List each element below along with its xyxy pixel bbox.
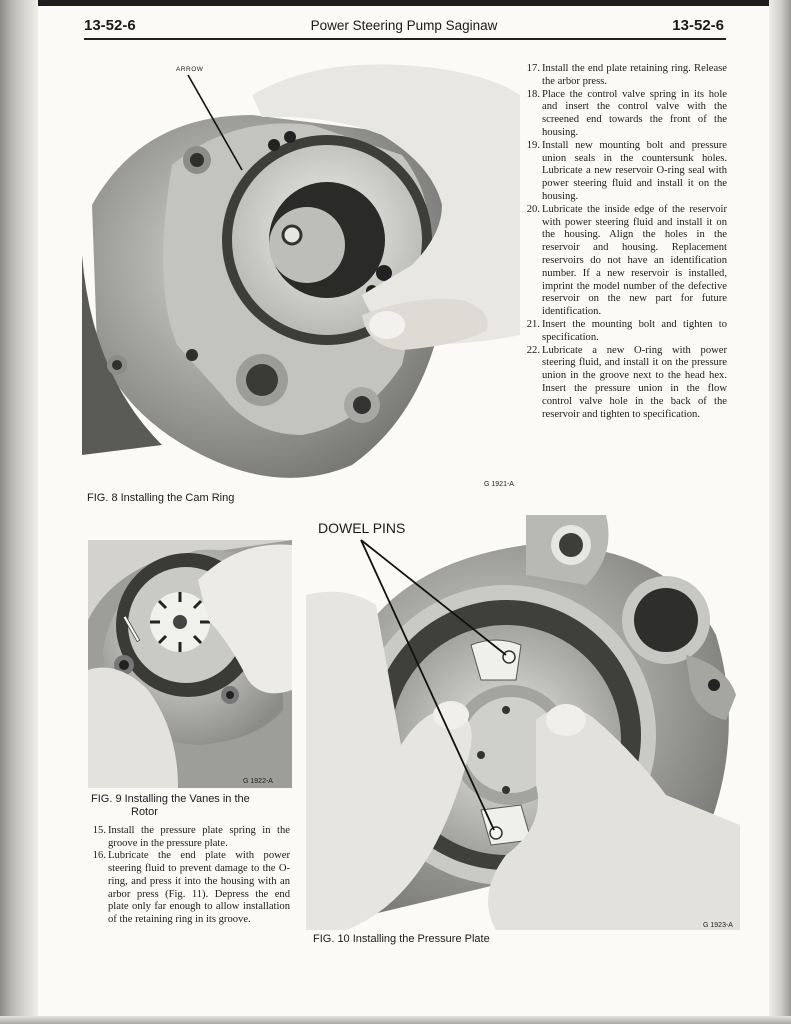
step-text: Install the end plate retaining ring. Release the arbor press. bbox=[542, 63, 727, 87]
step-item bbox=[524, 345, 727, 422]
page-number-left: 13-52-6 bbox=[84, 17, 136, 34]
left-column-steps bbox=[90, 825, 290, 927]
vanes-rotor-illustration bbox=[88, 540, 292, 788]
step-text: Install the pressure plate spring in the groove in the pressure plate. bbox=[108, 825, 290, 849]
fig9-code: G 1922-A bbox=[243, 778, 273, 785]
book-binding-edge bbox=[0, 0, 38, 1024]
step-text: Install new mounting bolt and pressure union seals in the countersunk holes. Lubricate a new reservoir O-ring seal with power steering fluid and install it on the housing. bbox=[542, 139, 727, 202]
step-number: 19. bbox=[526, 139, 540, 151]
page-header bbox=[84, 15, 724, 39]
step-text: Place the control valve spring in its hole and insert the control valve with the screened end towards the front of the housing. bbox=[542, 88, 727, 138]
step-text: Insert the mounting bolt and tighten to specification. bbox=[542, 318, 727, 343]
fig9-caption bbox=[91, 793, 250, 818]
pressure-plate-illustration bbox=[306, 515, 740, 930]
cam-ring-illustration bbox=[82, 55, 520, 485]
page-number-right: 13-52-6 bbox=[672, 17, 724, 34]
fig8-photo bbox=[82, 55, 520, 485]
step-text: Lubricate the end plate with power steering fluid to prevent damage to the O-ring, and press it into the housing with an arbor press (Fig. 11). Depress the end plate only far enough to allow installation of the retaining ring in its groove. bbox=[108, 850, 290, 925]
fig8-code: G 1921-A bbox=[484, 481, 514, 488]
fig9-caption-line2: Rotor bbox=[131, 805, 158, 818]
step-item bbox=[524, 204, 727, 319]
step-item bbox=[90, 850, 290, 926]
step-item bbox=[524, 89, 727, 140]
step-item bbox=[524, 140, 727, 204]
fig10-code: G 1923-A bbox=[703, 922, 733, 929]
fig9-photo bbox=[88, 540, 292, 788]
step-text: Lubricate a new O-ring with power steering fluid, and install it on the pressure union in the groove next to the head hex. Insert the pressure union in the flow control valve hole in the back of the reservoir and tighten to specification. bbox=[542, 344, 727, 420]
step-number: 18. bbox=[526, 88, 540, 100]
fig10-caption: FIG. 10 Installing the Pressure Plate bbox=[313, 933, 490, 945]
step-number: 21. bbox=[526, 318, 540, 330]
fig8-caption: FIG. 8 Installing the Cam Ring bbox=[87, 492, 235, 504]
step-item bbox=[524, 63, 727, 89]
step-number: 22. bbox=[526, 344, 540, 356]
dowel-pins-label: DOWEL PINS bbox=[318, 520, 406, 536]
page-title: Power Steering Pump Saginaw bbox=[310, 18, 498, 33]
page-right-edge bbox=[769, 0, 791, 1024]
header-rule bbox=[84, 38, 726, 40]
step-item bbox=[90, 825, 290, 850]
step-number: 15. bbox=[92, 825, 106, 836]
fig10-photo bbox=[306, 515, 740, 930]
step-number: 20. bbox=[526, 203, 540, 215]
fig9-caption-line1: FIG. 9 Installing the Vanes in the bbox=[91, 793, 250, 805]
step-item bbox=[524, 319, 727, 345]
page-bottom-edge bbox=[0, 1016, 791, 1024]
page-top-edge bbox=[0, 0, 791, 6]
arrow-label: ARROW bbox=[176, 66, 204, 73]
right-column-steps bbox=[524, 63, 727, 421]
step-number: 17. bbox=[526, 63, 540, 74]
step-text: Lubricate the inside edge of the reservoir with power steering fluid and install it on the housing. Align the holes in the reservoir and housing. Replacement reservoirs do not have an identification number. If a new reservoir is installed, imprint the model number of the defective reservoir on the new part for future identification. bbox=[542, 203, 727, 318]
step-number: 16. bbox=[92, 850, 106, 862]
